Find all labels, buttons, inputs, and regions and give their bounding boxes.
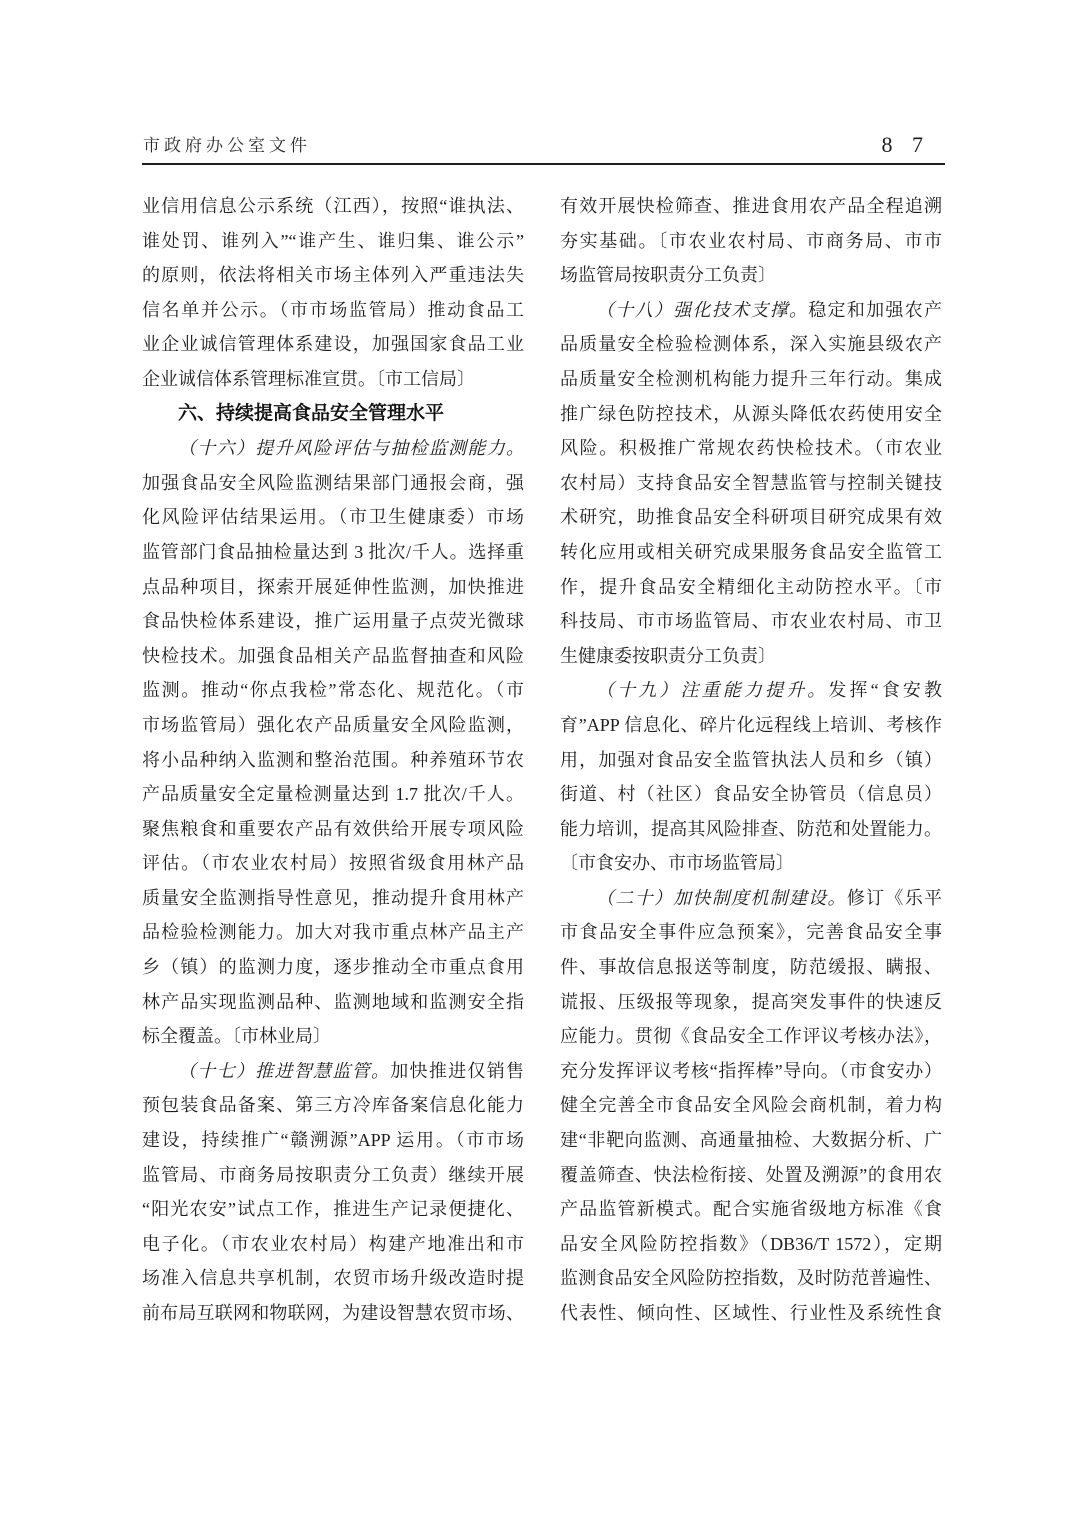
line-text: 快检技术。加强食品相关产品监督抽查和风险 xyxy=(142,645,524,666)
text-line xyxy=(142,673,524,708)
line-text: 品质量安全检验检测体系，深入实施县级农产 xyxy=(560,334,942,355)
text-line xyxy=(560,985,942,1020)
text-line xyxy=(560,293,942,328)
text-line xyxy=(142,708,524,743)
text-line xyxy=(560,639,942,674)
line-text: 将小品种纳入监测和整治范围。种养殖环节农 xyxy=(142,749,524,770)
text-line xyxy=(142,466,524,501)
line-text: 市食品安全事件应急预案》，完善食品安全事 xyxy=(560,922,942,943)
line-text: 用，加强对食品安全监管执法人员和乡（镇） xyxy=(560,749,942,770)
line-text: 企业诚信体系管理标准宣贯。〔市工信局〕 xyxy=(142,368,475,389)
text-line xyxy=(142,224,524,259)
text-line xyxy=(560,1123,942,1158)
text-line xyxy=(142,1261,524,1296)
item-title: （二十）加快制度机制建设。 xyxy=(596,887,847,908)
line-text: 风险。积极推广常规农药快检技术。（市农业 xyxy=(560,438,942,459)
line-text: 农村局）支持食品安全智慧监管与控制关键技 xyxy=(560,472,942,493)
line-text: 的原则，依法将相关市场主体列入严重违法失 xyxy=(142,265,524,286)
line-text: “阳光农安”试点工作，推进生产记录便捷化、 xyxy=(142,1199,524,1220)
line-text: 质量安全监测指导性意见，推动提升食用林产 xyxy=(142,887,524,908)
line-text: 聚焦粮食和重要农产品有效供给开展专项风险 xyxy=(142,818,524,839)
text-line xyxy=(560,189,942,224)
line-text: 评估。（市农业农村局）按照省级食用林产品 xyxy=(142,853,524,874)
header-rule xyxy=(142,163,945,165)
line-text: 电子化。（市农业农村局）构建产地准出和市 xyxy=(142,1233,524,1254)
text-line xyxy=(560,1296,942,1331)
line-text: 品质量安全检测机构能力提升三年行动。集成 xyxy=(560,368,942,389)
text-line xyxy=(142,1019,524,1054)
text-line xyxy=(560,881,942,916)
line-text: 生健康委按职责分工负责〕 xyxy=(560,645,776,666)
line-text: 监测。推动“你点我检”常态化、规范化。（市 xyxy=(142,680,524,701)
line-text: 化风险评估结果运用。（市卫生健康委）市场 xyxy=(142,507,524,528)
text-line xyxy=(142,1296,524,1331)
line-text: 加强食品安全风险监测结果部门通报会商，强 xyxy=(142,472,524,493)
line-text: 品检验检测能力。加大对我市重点林产品主产 xyxy=(142,922,524,943)
text-line xyxy=(142,535,524,570)
line-text: 市场监管局）强化农产品质量安全风险监测， xyxy=(142,714,524,735)
item-title: （十七）推进智慧监管。 xyxy=(178,1060,391,1081)
line-text: 推广绿色防控技术，从源头降低农药使用安全 xyxy=(560,403,942,424)
line-text: 点品种项目，探索开展延伸性监测，加快推进 xyxy=(142,576,524,597)
line-text: 科技局、市市场监管局、市农业农村局、市卫 xyxy=(560,611,942,632)
text-line xyxy=(560,673,942,708)
line-text: 转化应用或相关研究成果服务食品安全监管工 xyxy=(560,541,942,562)
text-line xyxy=(560,327,942,362)
line-text: 夯实基础。〔市农业农村局、市商务局、市市 xyxy=(560,230,942,251)
line-text: 监管部门食品抽检量达到 3 批次/千人。选择重 xyxy=(142,541,524,562)
line-text: 监测食品安全风险防控指数，及时防范普遍性、 xyxy=(560,1268,942,1289)
item-title: （十六）提升风险评估与抽检监测能力。 xyxy=(178,438,524,459)
line-text: 场监管局按职责分工负责〕 xyxy=(560,265,776,286)
line-text: 标全覆盖。〔市林业局〕 xyxy=(142,1026,331,1047)
document-body xyxy=(142,189,942,1331)
text-line xyxy=(142,985,524,1020)
text-line xyxy=(560,1054,942,1089)
text-line xyxy=(560,1227,942,1262)
line-text: 加快推进仅销售 xyxy=(390,1060,524,1081)
line-text: 产品监管新模式。配合实施省级地方标准《食 xyxy=(560,1199,942,1220)
text-line xyxy=(142,846,524,881)
text-line xyxy=(560,258,942,293)
text-line xyxy=(142,327,524,362)
line-text: 发挥“食安教 xyxy=(828,680,942,701)
text-line xyxy=(142,743,524,778)
item-title: （十八）强化技术支撑。 xyxy=(596,299,809,320)
line-text: 应能力。贯彻《食品安全工作评议考核办法》， xyxy=(560,1026,942,1047)
text-line xyxy=(142,570,524,605)
line-text: 乡（镇）的监测力度，逐步推动全市重点食用 xyxy=(142,957,524,978)
line-text: 充分发挥评议考核“指挥棒”导向。（市食安办） xyxy=(560,1060,942,1081)
header-doc-type: 市政府办公室文件 xyxy=(143,136,311,155)
text-line xyxy=(142,258,524,293)
line-text: 作，提升食品安全精细化主动防控水平。〔市 xyxy=(560,576,942,597)
line-text: 育”APP 信息化、碎片化远程线上培训、考核作 xyxy=(560,714,942,735)
line-text: 预包装食品备案、第三方冷库备案信息化能力 xyxy=(142,1095,524,1116)
right-column xyxy=(560,189,942,1331)
line-text: 修订《乐平 xyxy=(846,887,942,908)
line-text: 前布局互联网和物联网，为建设智慧农贸市场、 xyxy=(142,1303,524,1323)
line-text: 〔市食安办、市市场监管局〕 xyxy=(560,853,794,874)
line-text: 能力培训，提高其风险排查、防范和处置能力。 xyxy=(560,818,942,839)
text-line xyxy=(142,604,524,639)
text-line xyxy=(142,293,524,328)
line-text: 件、事故信息报送等制度，防范缓报、瞒报、 xyxy=(560,957,942,978)
text-line xyxy=(142,362,524,397)
text-line xyxy=(560,466,942,501)
text-line xyxy=(560,812,942,847)
text-line xyxy=(560,708,942,743)
text-line xyxy=(560,362,942,397)
text-line xyxy=(142,950,524,985)
section-heading xyxy=(142,397,524,432)
line-text: 谎报、压级报等现象，提高突发事件的快速反 xyxy=(560,991,942,1012)
line-text: 信名单并公示。（市市场监管局）推动食品工 xyxy=(142,299,524,320)
text-line xyxy=(560,950,942,985)
text-line xyxy=(142,500,524,535)
line-text: 林产品实现监测品种、监测地域和监测安全指 xyxy=(142,991,524,1012)
line-text: 稳定和加强农产 xyxy=(808,299,942,320)
text-line xyxy=(142,915,524,950)
text-line xyxy=(560,1261,942,1296)
line-text: 食品快检体系建设，推广运用量子点荧光微球 xyxy=(142,611,524,632)
text-line xyxy=(142,1158,524,1193)
text-line xyxy=(560,846,942,881)
text-line xyxy=(560,1088,942,1123)
text-line xyxy=(560,500,942,535)
line-text: 街道、村（社区）食品安全协管员（信息员） xyxy=(560,784,942,805)
line-text: 建设，持续推广“赣溯源”APP 运用。（市市场 xyxy=(142,1130,524,1151)
line-text: 覆盖筛查、快法检衔接、处置及溯源”的食用农 xyxy=(560,1164,942,1185)
page-number: 8 7 xyxy=(881,132,930,157)
item-title: （十九）注重能力提升。 xyxy=(596,680,829,701)
text-line xyxy=(560,224,942,259)
line-text: 场准入信息共享机制，农贸市场升级改造时提 xyxy=(142,1268,524,1289)
text-line xyxy=(560,1192,942,1227)
text-line xyxy=(560,743,942,778)
line-text: 建“非靶向监测、高通量抽检、大数据分析、广 xyxy=(560,1130,942,1151)
text-line xyxy=(560,915,942,950)
text-line xyxy=(142,639,524,674)
text-line xyxy=(142,812,524,847)
text-line xyxy=(142,1054,524,1089)
text-line xyxy=(142,881,524,916)
text-line xyxy=(142,1088,524,1123)
text-line xyxy=(560,431,942,466)
left-column xyxy=(142,189,524,1331)
text-line xyxy=(560,397,942,432)
line-text: 品安全风险防控指数》（DB36/T 1572），定期 xyxy=(560,1233,942,1254)
line-text: 监管局、市商务局按职责分工负责）继续开展 xyxy=(142,1164,524,1185)
text-line xyxy=(142,1227,524,1262)
line-text: 谁处罚、谁列入”“谁产生、谁归集、谁公示” xyxy=(142,230,524,251)
text-line xyxy=(142,189,524,224)
text-line xyxy=(560,570,942,605)
line-text: 业信用信息公示系统（江西），按照“谁执法、 xyxy=(142,196,524,216)
line-text: 健全完善全市食品安全风险会商机制，着力构 xyxy=(560,1095,942,1116)
line-text: 代表性、倾向性、区域性、行业性及系统性食 xyxy=(560,1303,942,1323)
text-line xyxy=(142,1192,524,1227)
text-line xyxy=(142,1123,524,1158)
text-line xyxy=(560,1158,942,1193)
text-line xyxy=(142,777,524,812)
line-text: 有效开展快检筛查、推进食用农产品全程追溯 xyxy=(560,196,942,216)
text-line xyxy=(560,535,942,570)
text-line xyxy=(560,1019,942,1054)
line-text: 术研究，助推食品安全科研项目研究成果有效 xyxy=(560,507,942,528)
line-text: 产品质量安全定量检测量达到 1.7 批次/千人。 xyxy=(142,784,524,805)
line-text: 业企业诚信管理体系建设，加强国家食品工业 xyxy=(142,334,524,355)
text-line xyxy=(560,777,942,812)
line-text: 六、持续提高食品安全管理水平 xyxy=(178,402,445,424)
text-line xyxy=(142,431,524,466)
text-line xyxy=(560,604,942,639)
